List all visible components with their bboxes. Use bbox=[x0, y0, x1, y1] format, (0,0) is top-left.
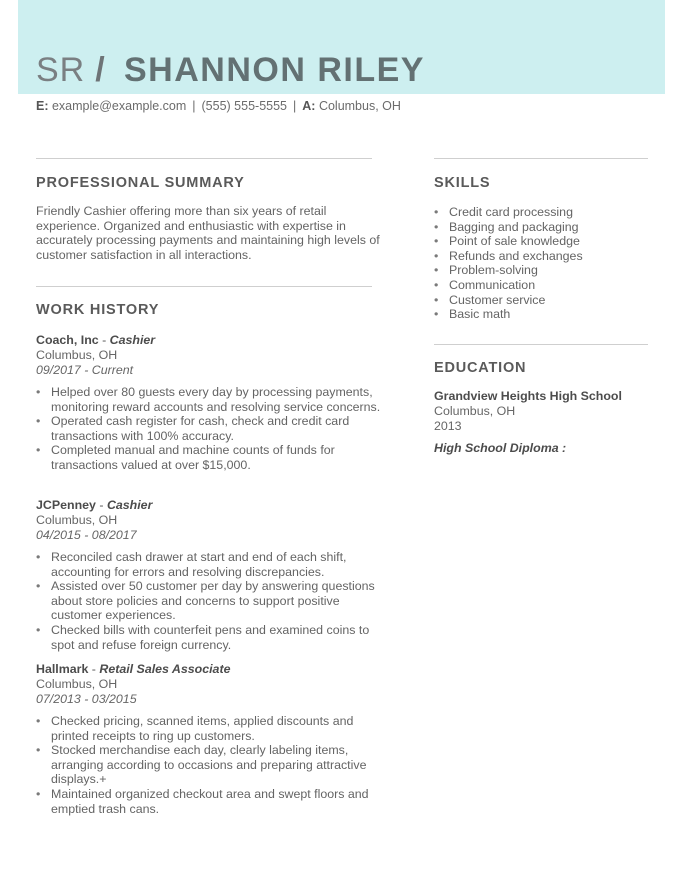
education-entry bbox=[434, 389, 654, 456]
skills-title: SKILLS bbox=[434, 175, 491, 191]
job-entry bbox=[36, 662, 381, 816]
company-name: JCPenney bbox=[36, 498, 96, 512]
job-entry bbox=[36, 333, 381, 473]
degree: High School Diploma : bbox=[434, 441, 567, 455]
email-label: E: bbox=[36, 99, 49, 113]
section-divider bbox=[434, 344, 648, 345]
skill-item: • Bagging and packaging bbox=[434, 220, 654, 235]
job-duty: • Reconciled cash drawer at start and end of each shift, accounting for errors and resolving discrepancies. bbox=[36, 550, 381, 579]
summary-text: Friendly Cashier offering more than six years of retail experience. Organized and enthusiastic with expertise in accurately processing payments and maintaining high levels of customer satisfaction in all interactions. bbox=[36, 204, 380, 262]
job-dates: 09/2017 - Current bbox=[36, 363, 134, 377]
heading-dash: - bbox=[98, 333, 110, 347]
skill-item: • Basic math bbox=[434, 307, 654, 322]
job-role: Cashier bbox=[106, 498, 153, 512]
company-name: Coach, Inc bbox=[36, 333, 99, 347]
section-divider bbox=[36, 286, 372, 287]
skill-item: • Credit card processing bbox=[434, 205, 654, 220]
job-duty: • Completed manual and machine counts of funds for transactions valued at over $15,000. bbox=[36, 443, 381, 472]
company-name: Hallmark bbox=[36, 662, 89, 676]
job-duty: • Checked bills with counterfeit pens and examined coins to spot and refuse foreign currency. bbox=[36, 623, 381, 652]
skill-item: • Problem-solving bbox=[434, 263, 654, 278]
skills-list-wrap bbox=[434, 205, 654, 322]
job-duty: • Operated cash register for cash, check and credit card transactions with 100% accuracy. bbox=[36, 414, 381, 443]
name-monogram bbox=[36, 50, 120, 90]
contact-separator: | bbox=[192, 99, 196, 113]
graduation-year: 2013 bbox=[434, 419, 462, 433]
school-name: Grandview Heights High School bbox=[434, 389, 622, 403]
job-duty: • Checked pricing, scanned items, applied discounts and printed receipts to ring up customers. bbox=[36, 714, 381, 743]
job-duty: • Helped over 80 guests every day by processing payments, monitoring reward accounts and resolving service concerns. bbox=[36, 385, 381, 414]
address-label: A: bbox=[302, 99, 316, 113]
phone-value: (555) 555-5555 bbox=[201, 99, 287, 113]
heading-dash: - bbox=[95, 498, 107, 512]
address-value: Columbus, OH bbox=[318, 99, 401, 113]
heading-dash: - bbox=[88, 662, 100, 676]
section-divider bbox=[434, 158, 648, 159]
job-entry bbox=[36, 498, 381, 652]
job-role: Cashier bbox=[109, 333, 156, 347]
job-location: Columbus, OH bbox=[36, 677, 118, 691]
job-dates: 07/2013 - 03/2015 bbox=[36, 692, 137, 706]
job-duty: • Assisted over 50 customer per day by answering questions about store policies and concerns to support positive customer experiences. bbox=[36, 579, 381, 623]
education-title: EDUCATION bbox=[434, 360, 527, 376]
contact-separator: | bbox=[293, 99, 297, 113]
section-divider bbox=[36, 158, 372, 159]
job-role: Retail Sales Associate bbox=[99, 662, 231, 676]
job-heading bbox=[36, 662, 381, 677]
job-heading bbox=[36, 333, 381, 348]
job-dates: 04/2015 - 08/2017 bbox=[36, 528, 137, 542]
contact-line bbox=[36, 99, 401, 113]
full-name: SHANNON RILEY bbox=[124, 51, 425, 89]
skill-item: • Point of sale knowledge bbox=[434, 234, 654, 249]
job-duty: • Stocked merchandise each day, clearly labeling items, arranging according to occasions and preparing attractive displays.+ bbox=[36, 743, 381, 787]
email-value: example@example.com bbox=[51, 99, 187, 113]
job-heading bbox=[36, 498, 381, 513]
job-duty: • Maintained organized checkout area and swept floors and emptied trash cans. bbox=[36, 787, 381, 816]
skills-list bbox=[434, 205, 654, 322]
initials: SR bbox=[36, 51, 86, 89]
work-history-title: WORK HISTORY bbox=[36, 302, 160, 318]
job-location: Columbus, OH bbox=[36, 348, 118, 362]
job-duties bbox=[36, 385, 381, 473]
skill-item: • Communication bbox=[434, 278, 654, 293]
job-duties bbox=[36, 550, 381, 652]
summary-title: PROFESSIONAL SUMMARY bbox=[36, 175, 245, 191]
monogram-slash: / bbox=[95, 51, 106, 89]
job-duties bbox=[36, 714, 381, 816]
school-location: Columbus, OH bbox=[434, 404, 516, 418]
skill-item: • Customer service bbox=[434, 293, 654, 308]
job-location: Columbus, OH bbox=[36, 513, 118, 527]
skill-item: • Refunds and exchanges bbox=[434, 249, 654, 264]
